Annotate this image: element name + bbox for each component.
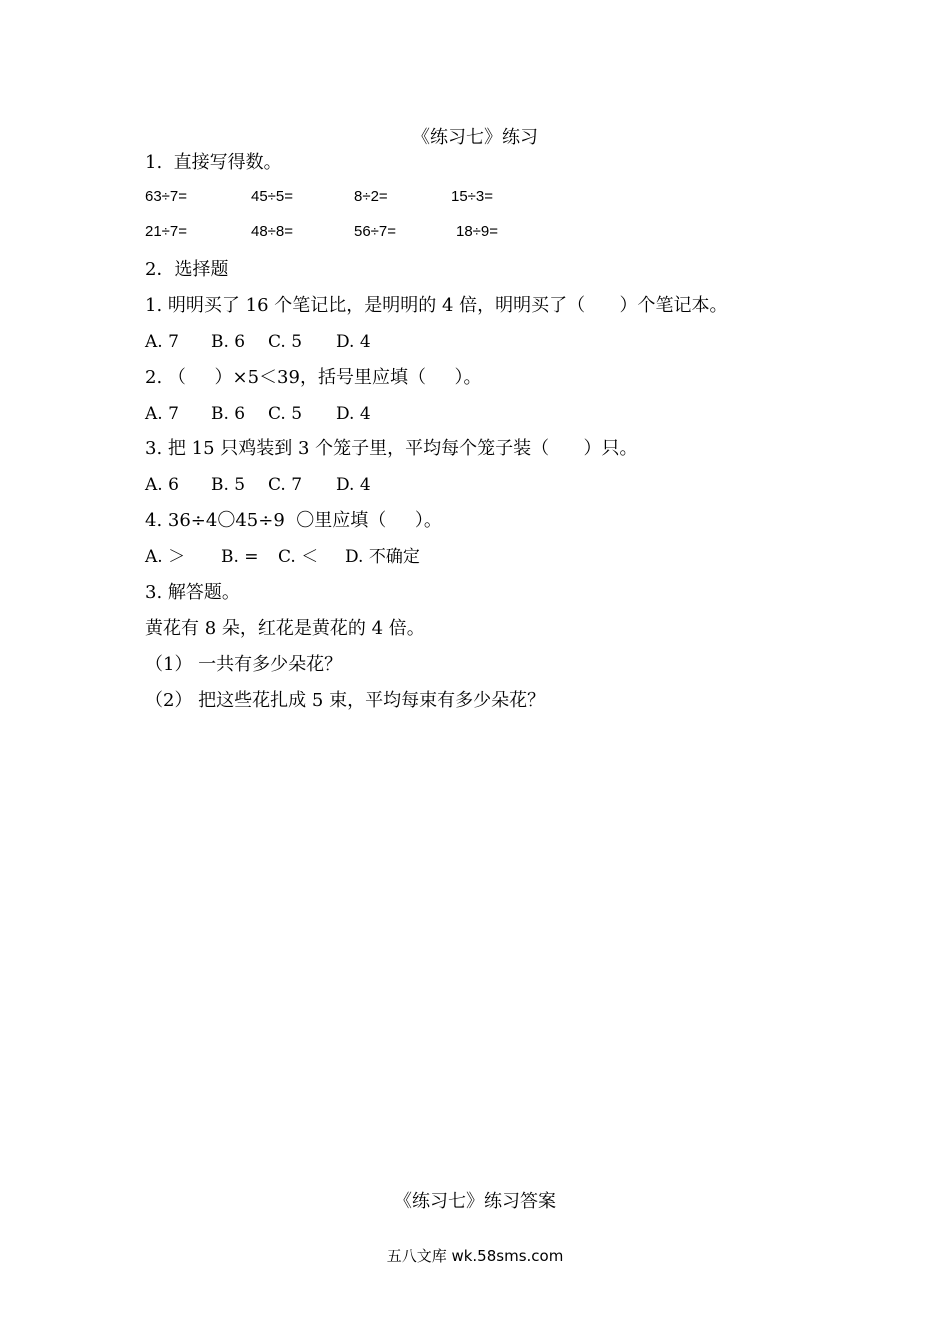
problem-intro: 黄花有 8 朵，红花是黄花的 4 倍。 <box>145 618 425 639</box>
option-d: D. 4 <box>336 332 371 352</box>
question-4: 4. 36÷4〇45÷9 〇里应填（ ）。 <box>145 510 442 531</box>
option-b: B. = <box>221 547 259 567</box>
calc-item: 45÷5= <box>251 188 294 205</box>
option-a: A. 6 <box>145 475 179 495</box>
calc-item: 48÷8= <box>251 223 294 240</box>
calc-item: 63÷7= <box>145 188 188 205</box>
question-2: 2. （ ）×5＜39，括号里应填（ ）。 <box>145 367 482 388</box>
option-b: B. 5 <box>211 475 246 495</box>
calc-item: 15÷3= <box>451 188 494 205</box>
question-3: 3. 把 15 只鸡装到 3 个笼子里，平均每个笼子装（ ）只。 <box>145 438 638 459</box>
question-1: 1. 明明买了 16 个笔记比，是明明的 4 倍，明明买了（ ）个笔记本。 <box>145 295 728 316</box>
option-c: C. 5 <box>268 332 303 352</box>
option-b: B. 6 <box>211 404 246 424</box>
footer-watermark: 五八文库 wk.58sms.com <box>386 1247 564 1265</box>
sub-question-1: （1） 一共有多少朵花？ <box>145 654 343 675</box>
option-d: D. 不确定 <box>345 547 420 567</box>
option-a: A. 7 <box>145 404 179 424</box>
calc-item: 21÷7= <box>145 223 188 240</box>
sub-question-2: （2） 把这些花扎成 5 束，平均每束有多少朵花？ <box>145 690 546 711</box>
calc-item: 18÷9= <box>456 223 499 240</box>
calc-item: 8÷2= <box>354 188 388 205</box>
option-b: B. 6 <box>211 332 246 352</box>
option-a: A. 7 <box>145 332 179 352</box>
option-c: C. ＜ <box>278 547 319 567</box>
page-title: 《练习七》练习 <box>412 127 538 148</box>
option-c: C. 7 <box>268 475 303 495</box>
option-a: A. ＞ <box>145 547 186 567</box>
option-d: D. 4 <box>336 404 371 424</box>
option-d: D. 4 <box>336 475 371 495</box>
calc-item: 56÷7= <box>354 223 397 240</box>
option-c: C. 5 <box>268 404 303 424</box>
section1-heading: 1. 直接写得数。 <box>145 152 282 173</box>
section2-heading: 2．选择题 <box>145 259 229 280</box>
section3-heading: 3. 解答题。 <box>145 582 240 603</box>
answer-title: 《练习七》练习答案 <box>394 1191 556 1212</box>
